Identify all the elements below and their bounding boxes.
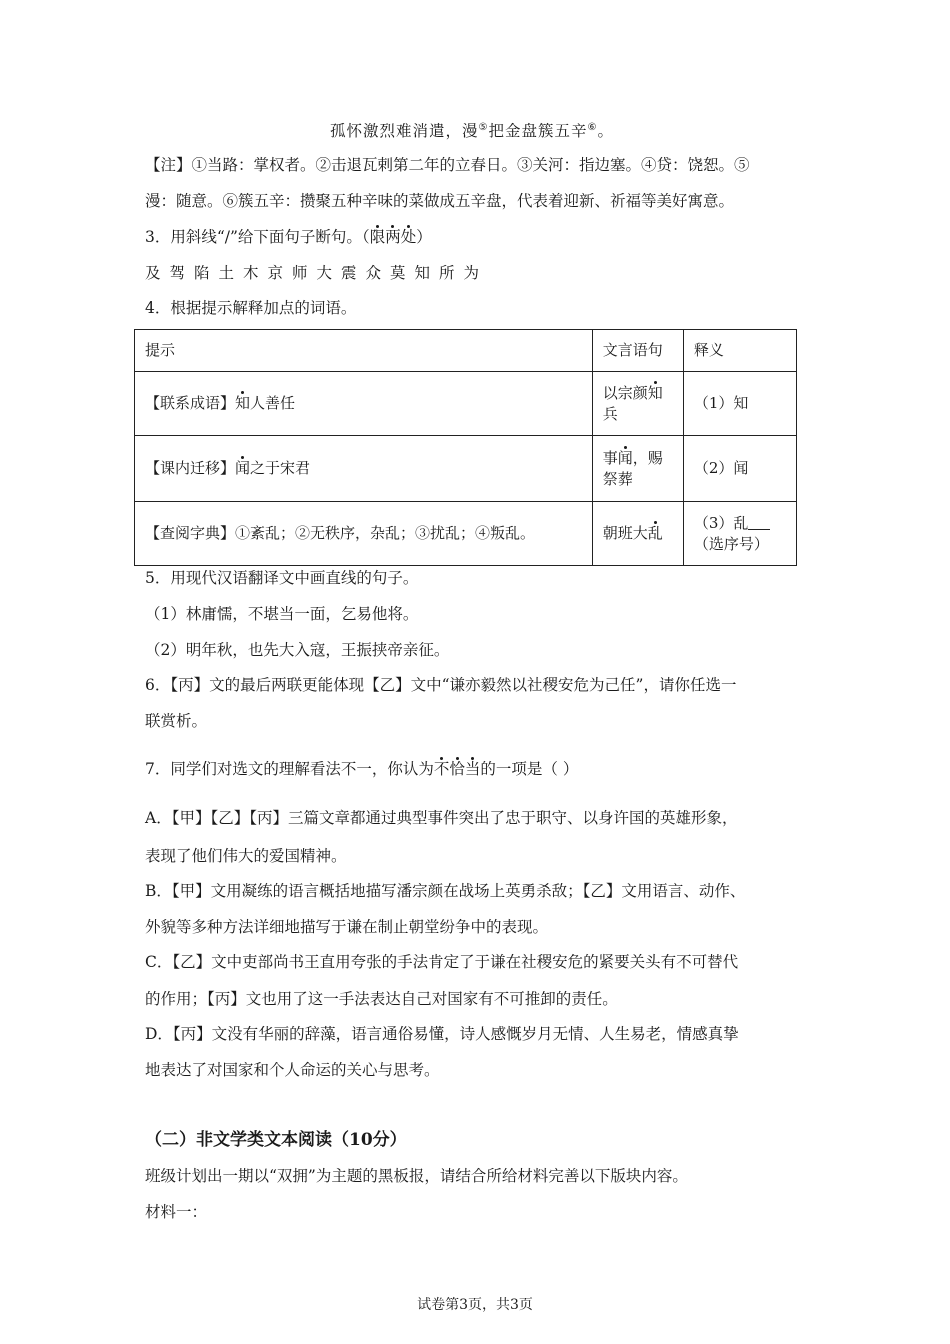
answer-blank[interactable] [748, 515, 770, 530]
poem-text-1: 孤怀激烈难消遣，漫 [330, 122, 479, 140]
material-label: 材料一： [145, 1203, 208, 1221]
hint-cell: 【联系成语】知人善任 [135, 372, 593, 436]
sentence-cell: 以宗颜知兵 [592, 372, 683, 436]
poem-text-2: 把金盘簇五辛 [488, 122, 588, 140]
option-a-line-1: A．【甲】【乙】【丙】三篇文章都通过典型事件突出了忠于职守、以身许国的英雄形象， [145, 809, 738, 827]
emphasis-char: 当 [464, 760, 481, 778]
poem-line [330, 117, 614, 142]
option-d-line-1: D．【丙】文没有华丽的辞藻，语言通俗易懂，诗人感慨岁月无情、人生易老，情感真挚 [145, 1025, 739, 1043]
answer-cell: （1）知 [683, 372, 796, 436]
option-c-line-1: C．【乙】文中吏部尚书王直用夸张的手法肯定了于谦在社稷安危的紧要关头有不可替代 [145, 953, 739, 971]
table-row [135, 436, 797, 502]
table-row [135, 372, 797, 436]
header-sentence: 文言语句 [592, 330, 683, 372]
section-heading: （二）非文学类文本阅读（10分） [145, 1130, 407, 1150]
vocab-table [134, 329, 797, 566]
option-d-line-2: 地表达了对国家和个人命运的关心与思考。 [145, 1061, 440, 1079]
option-b-line-1: B．【甲】文用凝练的语言概括地描写潘宗颜在战场上英勇杀敌；【乙】文用语言、动作、 [145, 882, 746, 900]
hint-cell: 【查阅字典】①紊乱；②无秩序，杂乱；③扰乱；④叛乱。 [135, 502, 593, 566]
question-6-line-1: 6．【丙】文的最后两联更能体现【乙】文中“谦亦毅然以社稷安危为己任”，请你任选一 [145, 676, 737, 694]
answer-cell: （3）乱 （选序号） [683, 502, 796, 566]
question-5-item-2: （2）明年秋，也先大入寇，王振挟帝亲征。 [145, 641, 450, 659]
question-5-title: 5．用现代汉语翻译文中画直线的句子。 [145, 569, 419, 587]
section-intro: 班级计划出一期以“双拥”为主题的黑板报，请结合所给材料完善以下版块内容。 [145, 1167, 688, 1185]
notes-line-2: 漫：随意。⑥簇五辛：攒聚五种辛味的菜做成五辛盘，代表着迎新、祈福等美好寓意。 [145, 192, 735, 210]
poem-text-3: 。 [597, 122, 614, 140]
hint-cell: 【课内迁移】闻之于宋君 [135, 436, 593, 502]
question-7: 7．同学们对选文的理解看法不一，你认为不恰当的一项是（ ） [145, 760, 579, 778]
emphasis-char: 限 [369, 228, 386, 246]
option-a-line-2: 表现了他们伟大的爱国精神。 [145, 847, 347, 865]
emphasis-char: 两 [385, 228, 401, 246]
question-6-line-2: 联赏析。 [145, 712, 208, 730]
poem-note-5: ⑤ [478, 122, 489, 133]
question-5-item-1: （1）林庸懦，不堪当一面，乞易他将。 [145, 605, 419, 623]
header-hint: 提示 [135, 330, 593, 372]
poem-note-6: ⑥ [587, 122, 598, 133]
header-meaning: 释义 [683, 330, 796, 372]
table-header-row [135, 330, 797, 372]
question-3: 3．用斜线“/”给下面句子断句。（限两处） [145, 228, 432, 246]
sentence-cell: 事闻，赐祭葬 [592, 436, 683, 502]
page-footer: 试卷第3页，共3页 [417, 1297, 533, 1313]
emphasis-char: 恰 [449, 760, 465, 778]
table-row [135, 502, 797, 566]
option-b-line-2: 外貌等多种方法详细地描写于谦在制止朝堂纷争中的表现。 [145, 918, 549, 936]
answer-cell: （2）闻 [683, 436, 796, 502]
question-3-sentence: 及驾陷土木京师大震众莫知所为 [145, 264, 489, 282]
question-4-title: 4．根据提示解释加点的词语。 [145, 299, 357, 317]
sentence-cell: 朝班大乱 [592, 502, 683, 566]
emphasis-char: 处 [400, 228, 417, 246]
notes-line-1: 【注】①当路：掌权者。②击退瓦剌第二年的立春日。③关河：指边塞。④贷：饶恕。⑤ [145, 156, 750, 174]
option-c-line-2: 的作用；【丙】文也用了这一手法表达自己对国家有不可推卸的责任。 [145, 990, 618, 1008]
emphasis-char: 不 [433, 760, 450, 778]
